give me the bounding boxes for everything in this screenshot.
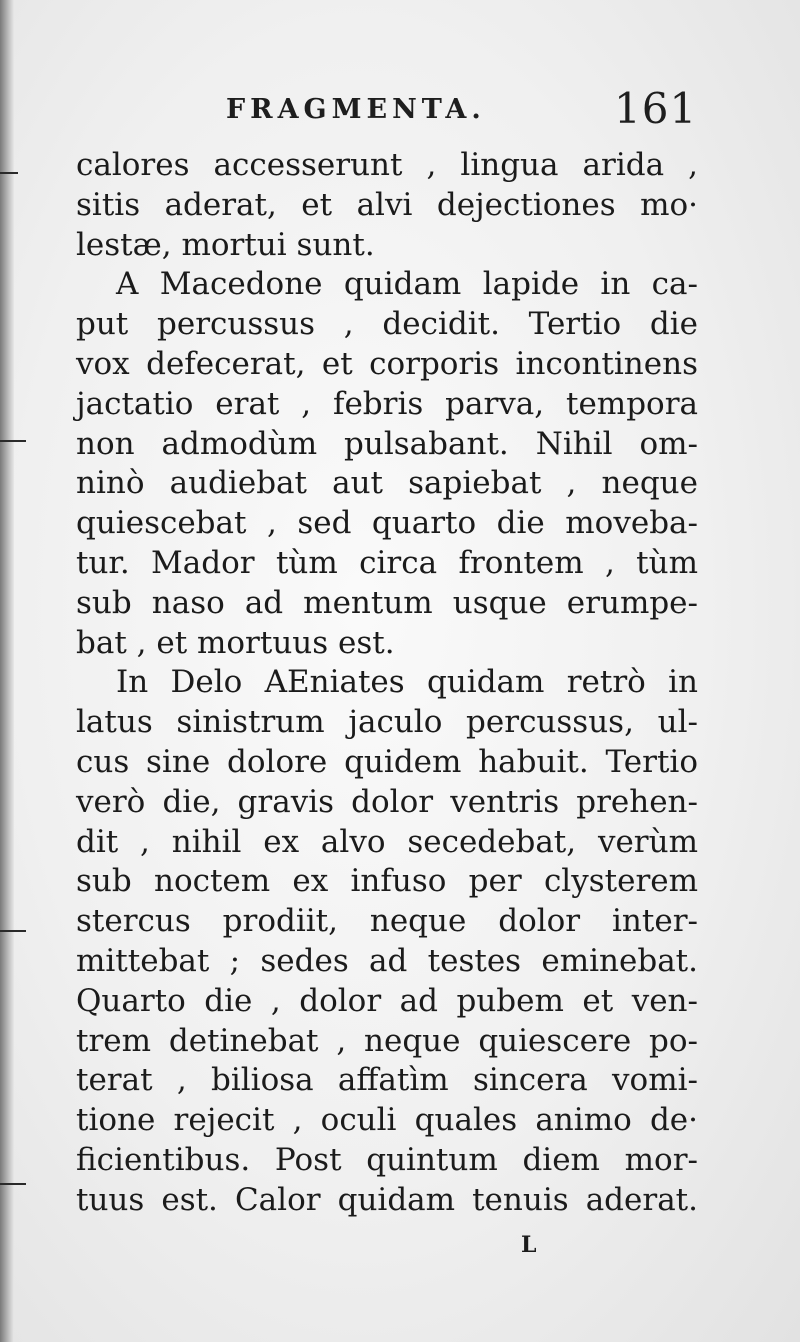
text-line: non admodùm pulsabant. Nihil om- (76, 425, 698, 462)
margin-mark (0, 1183, 26, 1185)
text-line: jactatio erat , febris parva, tempora (76, 385, 698, 422)
text-line: lestæ, mortui sunt. (76, 226, 375, 263)
page-gutter-shadow (0, 0, 14, 1342)
signature-mark: L (521, 1232, 537, 1258)
text-line: Quarto die , dolor ad pubem et ven- (76, 982, 698, 1019)
text-line: quiescebat , sed quarto die moveba- (76, 505, 698, 542)
text-line: calores accesserunt , lingua arida , (76, 147, 698, 183)
text-line: tione rejecit , oculi quales animo de· (76, 1102, 698, 1139)
text-line: sub noctem ex infuso per clysterem (76, 863, 698, 900)
text-line: tuus est. Calor quidam tenuis aderat. (76, 1181, 698, 1218)
text-line: mittebat ; sedes ad testes eminebat. (76, 942, 698, 979)
text-line: bat , et mortuus est. (76, 624, 395, 661)
text-line: stercus prodiit, neque dolor inter- (76, 903, 698, 940)
text-line: ficientibus. Post quintum diem mor- (76, 1141, 698, 1178)
text-line: ninò audiebat aut sapiebat , neque (76, 465, 698, 502)
margin-mark (0, 930, 26, 932)
text-line: put percussus , decidit. Tertio die (76, 306, 698, 343)
text-line: latus sinistrum jaculo percussus, ul- (76, 704, 698, 741)
text-line: tur. Mador tùm circa frontem , tùm (76, 544, 698, 581)
text-line: sitis aderat, et alvi dejectiones mo· (76, 186, 698, 223)
text-line: In Delo AEniates quidam retrò in (116, 664, 698, 701)
text-line: terat , biliosa affatìm sincera vomi- (76, 1062, 698, 1099)
running-head: FRAGMENTA. (226, 94, 486, 125)
margin-mark (0, 172, 18, 174)
body-text (76, 146, 698, 1221)
margin-mark (0, 440, 26, 442)
text-line: dit , nihil ex alvo secedebat, verùm (76, 823, 698, 860)
text-line: sub naso ad mentum usque erumpe- (76, 584, 698, 621)
text-line: verò die, gravis dolor ventris prehen- (76, 783, 698, 820)
text-line: vox defecerat, et corporis incontinens (76, 345, 698, 382)
page-number: 161 (614, 84, 698, 133)
text-line: trem detinebat , neque quiescere po- (76, 1022, 698, 1059)
text-line: cus sine dolore quidem habuit. Tertio (76, 743, 698, 780)
page-header (0, 84, 800, 134)
text-line: A Macedone quidam lapide in ca- (116, 266, 698, 303)
